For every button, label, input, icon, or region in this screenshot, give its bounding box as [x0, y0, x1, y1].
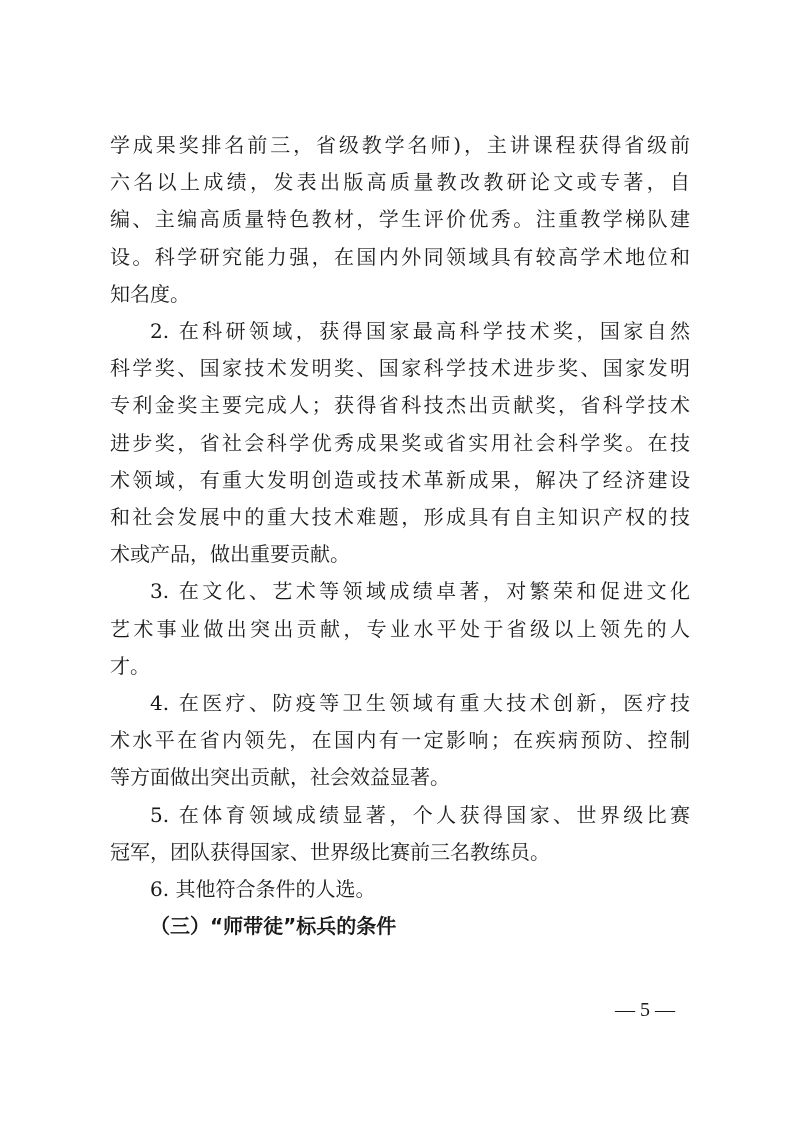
text-line: 等方面做出突出贡献，社会效益显著。 — [110, 765, 450, 790]
text-line: 编、主编高质量特色教材，学生评价优秀。注重教学梯队建 — [110, 207, 690, 232]
paragraph-start-3: 3. 在文化、艺术等领域成绩卓著，对繁荣和促进文化 — [150, 579, 690, 604]
paragraph-start-4: 4. 在医疗、防疫等卫生领域有重大技术创新，医疗技 — [150, 691, 690, 715]
text-line: 才。 — [110, 653, 150, 678]
text-line: 艺术事业做出突出贡献，专业水平处于省级以上领先的人 — [110, 616, 690, 641]
text-line: 术或产品，做出重要贡献。 — [110, 542, 350, 567]
text-line: 设。科学研究能力强，在国内外同领域具有较高学术地位和 — [110, 244, 690, 269]
text-line: 科学奖、国家技术发明奖、国家科学技术进步奖、国家发明 — [110, 356, 690, 381]
text-line: 进步奖，省社会科学优秀成果奖或省实用社会科学奖。在技 — [110, 430, 690, 455]
text-line: 专利金奖主要完成人；获得省科技杰出贡献奖，省科学技术 — [110, 393, 690, 418]
paragraph-start-6: 6. 其他符合条件的人选。 — [150, 877, 376, 901]
text-line: 术水平在省内领先，在国内有一定影响；在疾病预防、控制 — [110, 728, 690, 753]
text-line: 学成果奖排名前三，省级教学名师)，主讲课程获得省级前 — [110, 133, 690, 157]
text-line: 术领域，有重大发明创造或技术革新成果，解决了经济建设 — [110, 467, 690, 492]
paragraph-start-2: 2. 在科研领域，获得国家最高科学技术奖，国家自然 — [150, 319, 690, 343]
section-heading: （三）“师带徒”标兵的条件 — [150, 914, 397, 939]
text-line: 和社会发展中的重大技术难题，形成具有自主知识产权的技 — [110, 505, 690, 529]
page-number: — 5 — — [615, 999, 675, 1021]
text-line: 冠军，团队获得国家、世界级比赛前三名教练员。 — [110, 839, 550, 864]
text-line: 知名度。 — [110, 281, 190, 306]
text-line: 六名以上成绩，发表出版高质量教改教研论文或专著，自 — [110, 170, 690, 195]
paragraph-start-5: 5. 在体育领域成绩显著，个人获得国家、世界级比赛 — [150, 802, 690, 827]
